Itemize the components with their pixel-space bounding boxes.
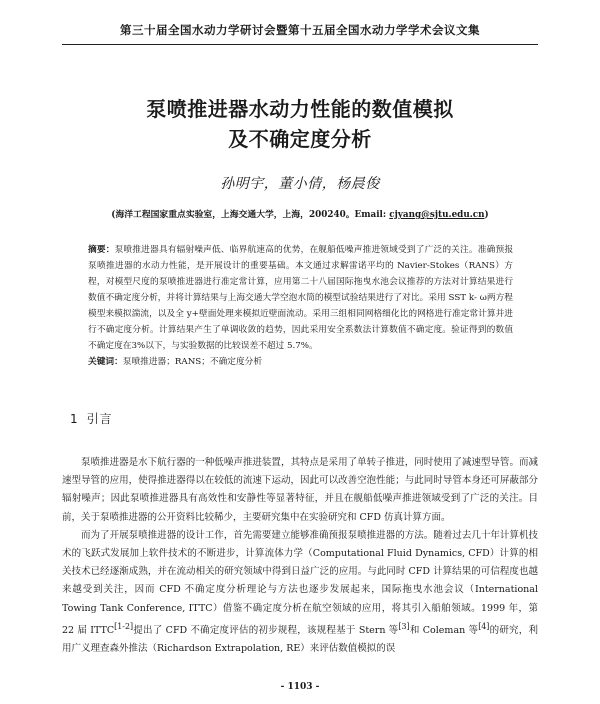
section-heading xyxy=(70,410,113,427)
body-paragraph-2-part-3: 和 Coleman 等 xyxy=(409,624,479,636)
abstract-text: 泵喷推进器具有辐射噪声低、临界航速高的优势，在舰船低噪声推进领域受到了广泛的关注。准确预报泵喷推进器的水动力性能，是开展设计的重要基础。本文通过求解雷诺平均的 Navier-Stokes（RANS）方程，对模型尺度的泵喷推进器进行准定常计算，应用第二十八届国际拖曳水池会议推荐的方法对计算结果进行数值不确定度分析，并将计算结果与上海交通大学空泡水筒的模型试验结果进行了对比。采用 SST k- ω两方程模型来模拟湍流，以及全 y+壁面处理来模拟近壁面流动。采用三组相同网格细化比的网格进行准定常计算并进行不确定度分析。计算结果产生了单调收敛的趋势，因此采用安全系数法计算数值不确定度。验证得到的数值不确定度在3%以下，与实验数据的比较误差不超过 5.7%。 xyxy=(88,245,514,351)
body-paragraph-2-part-2: 提出了 CFD 不确定度评估的初步规程，该规程基于 Stern 等 xyxy=(133,624,399,636)
affiliation-end: ) xyxy=(484,210,489,220)
paper-title-line-2: 及不确定度分析 xyxy=(228,127,372,151)
page-number: - 1103 - xyxy=(280,682,320,692)
body-text xyxy=(62,454,538,658)
body-paragraph: 泵喷推进器是水下航行器的一种低噪声推进装置，其特点是采用了单转子推进，同时使用了减速型导管。而减速型导管的应用，使得推进器得以在较低的流速下运动，因此可以改善空泡性能；与此同时导管本身还可屏蔽部分辐射噪声；因此泵喷推进器具有高效性和安静性等显著特征，并且在舰船低噪声推进领域受到了广泛的关注。目前，关于泵喷推进器的公开资料比较稀少，主要研究集中在实验研究和 CFD 仿真计算方面。 xyxy=(62,457,538,523)
keywords-label: 关键词： xyxy=(88,357,123,367)
keywords-text: 泵喷推进器；RANS；不确定度分析 xyxy=(122,357,263,367)
section-title: 引言 xyxy=(86,412,113,426)
affiliation xyxy=(40,207,560,220)
running-header: 第三十届全国水动力学研讨会暨第十五届全国水动力学学术会议文集 xyxy=(120,23,480,37)
citation-marker: [1-2] xyxy=(114,621,134,631)
body-paragraph-2-part-4: 的研究，利用广义理查森外推法（Richardson Extrapolation, RE）来评估数值模拟的误 xyxy=(62,624,538,655)
citation-marker: [4] xyxy=(478,621,490,631)
section-number: 1 xyxy=(70,412,79,426)
affiliation-text: (海洋工程国家重点实验室，上海交通大学，上海，200240。Email: xyxy=(111,210,390,220)
body-paragraph-2-part-1: 而为了开展泵喷推进器的设计工作，首先需要建立能够准确预报泵喷推进器的方法。随着过去几十年计算机技术的飞跃式发展加上软件技术的不断进步，计算流体力学（Computational Fluid Dynamics, CFD）计算的相关技术已经逐渐成熟，并在流动相关的研究领域中得到日益广泛的应用。与此同时 CFD 计算结果的可信程度也越来越受到关注，因而 CFD 不确定度分析理论与方法也逐步发展起来，国际拖曳水池会议（International Towing Tank Conference, ITTC）借鉴不确定度分析在航空领域的应用，将其引入船舶领域。1999 年，第 22 届 ITTC xyxy=(62,529,538,636)
author-list: 孙明宇，董小倩，杨晨俊 xyxy=(220,176,380,192)
paper-title-line-1: 泵喷推进器水动力性能的数值模拟 xyxy=(146,97,454,121)
abstract xyxy=(88,242,513,370)
header-rule xyxy=(62,44,538,45)
body-paragraph-2 xyxy=(62,527,538,659)
email-link[interactable]: cjyang@sjtu.edu.cn xyxy=(389,210,485,220)
abstract-label: 摘要： xyxy=(88,245,115,255)
citation-marker: [3] xyxy=(398,621,410,631)
